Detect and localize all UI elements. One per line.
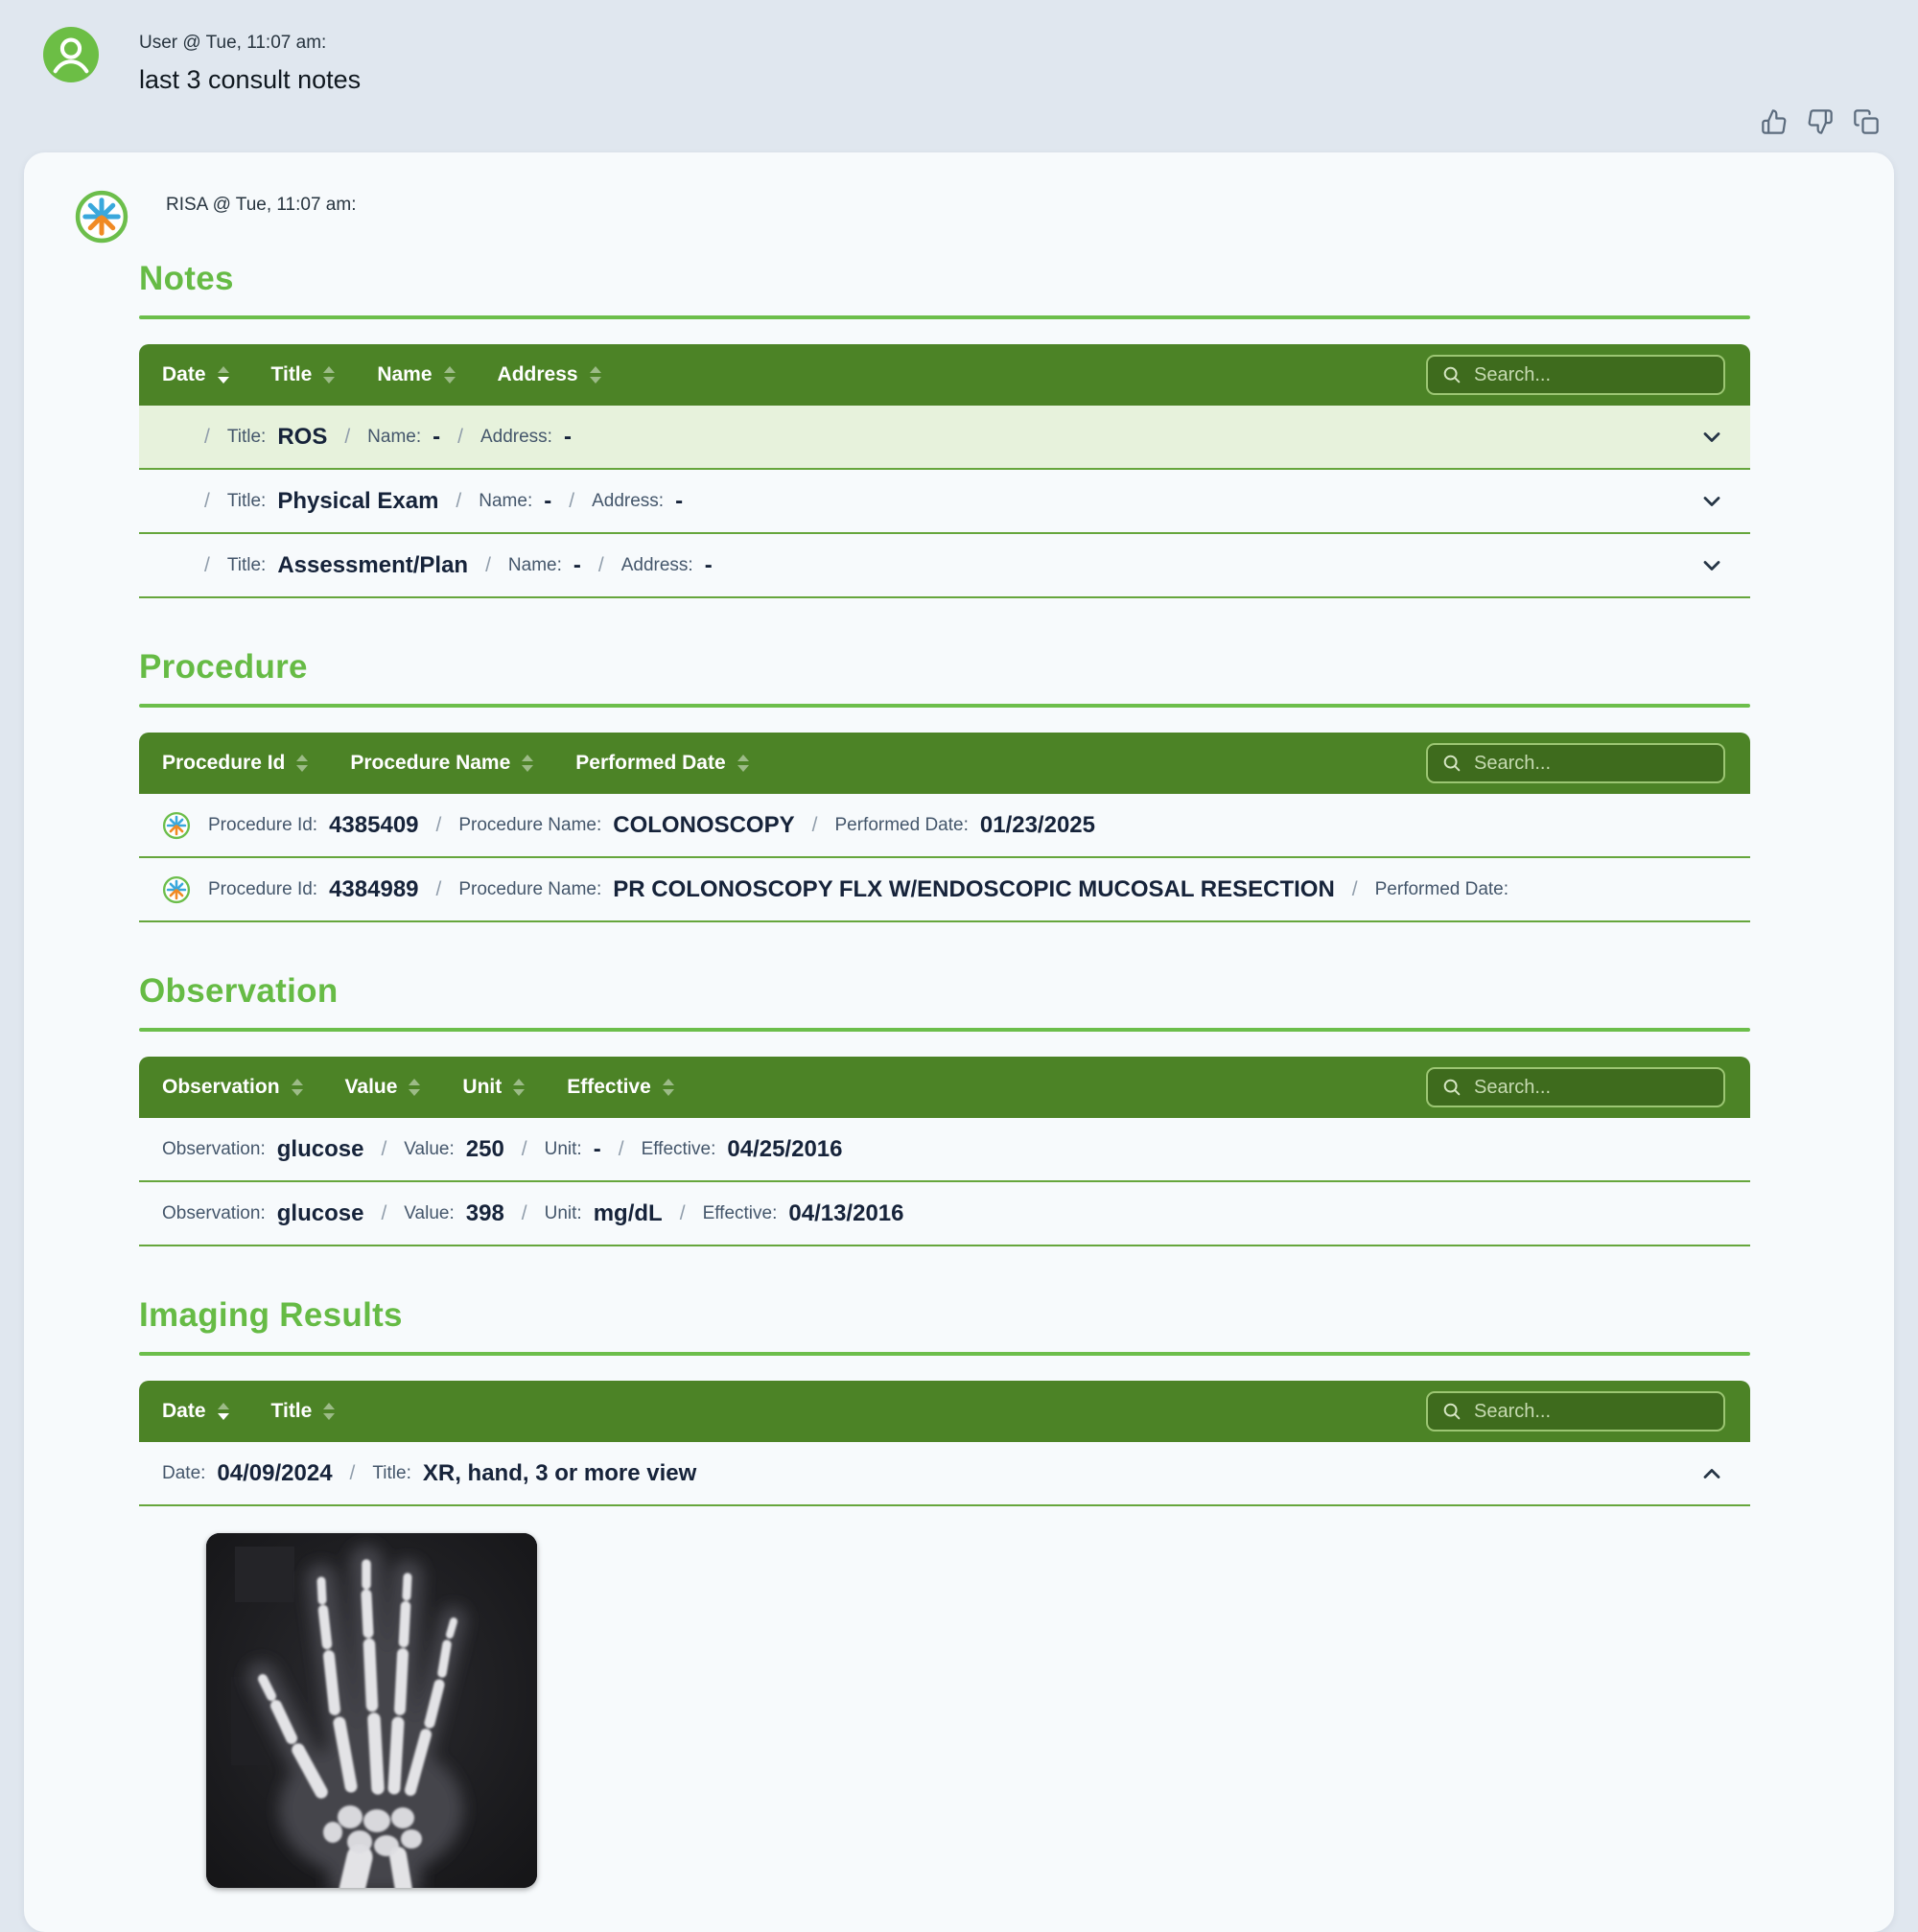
field-label: Observation: bbox=[162, 1202, 266, 1223]
field-label: Performed Date: bbox=[1374, 878, 1509, 899]
field-separator: / bbox=[521, 1201, 527, 1224]
field-separator: / bbox=[204, 489, 210, 512]
column-header-performed-date[interactable] bbox=[575, 752, 748, 775]
column-header-effective[interactable] bbox=[567, 1076, 674, 1099]
field-value: glucose bbox=[276, 1135, 364, 1162]
sort-up-icon bbox=[663, 1079, 674, 1085]
field-label: Date: bbox=[162, 1462, 206, 1483]
sort-down-icon bbox=[737, 765, 749, 772]
table-row[interactable] bbox=[139, 1442, 1750, 1506]
field-label: Effective: bbox=[641, 1138, 716, 1159]
column-label: Observation bbox=[162, 1076, 280, 1098]
field-value: - bbox=[544, 487, 552, 514]
section-underline bbox=[139, 1352, 1750, 1356]
column-label: Procedure Name bbox=[350, 752, 511, 774]
field-value: XR, hand, 3 or more view bbox=[422, 1459, 697, 1486]
field-value: 01/23/2025 bbox=[979, 811, 1095, 838]
search-box bbox=[1426, 743, 1725, 783]
column-label: Address bbox=[497, 363, 578, 385]
section-procedure bbox=[139, 648, 1750, 922]
table-header bbox=[139, 733, 1750, 794]
risa-logo-icon bbox=[162, 875, 191, 904]
field-separator: / bbox=[521, 1137, 527, 1160]
column-header-value[interactable] bbox=[345, 1076, 421, 1099]
table-row bbox=[139, 1118, 1750, 1182]
field-label: Name: bbox=[367, 426, 422, 447]
sort-arrows-icon bbox=[323, 1403, 335, 1420]
field-label: Title: bbox=[226, 490, 267, 511]
sort-up-icon bbox=[513, 1079, 525, 1085]
thumbs-up-icon[interactable] bbox=[1761, 108, 1788, 135]
sort-up-icon bbox=[737, 755, 749, 761]
column-label: Date bbox=[162, 363, 206, 385]
column-header-unit[interactable] bbox=[462, 1076, 525, 1099]
sort-arrows-icon bbox=[663, 1079, 674, 1096]
imaging-table bbox=[139, 1381, 1750, 1506]
field-value: - bbox=[675, 487, 684, 514]
section-underline bbox=[139, 704, 1750, 708]
table-row bbox=[139, 794, 1750, 858]
column-header-procedure-name[interactable] bbox=[350, 752, 533, 775]
table-header bbox=[139, 1381, 1750, 1442]
field-value: 4385409 bbox=[329, 811, 419, 838]
field-label: Address: bbox=[620, 554, 693, 575]
sort-up-icon bbox=[590, 366, 601, 373]
chevron-down-icon[interactable] bbox=[1698, 552, 1725, 579]
notes-table bbox=[139, 344, 1750, 598]
field-value: ROS bbox=[277, 423, 328, 450]
sort-up-icon bbox=[444, 366, 456, 373]
field-separator: / bbox=[679, 1201, 686, 1224]
section-title-observation: Observation bbox=[139, 972, 339, 1010]
column-label: Title bbox=[270, 363, 313, 385]
sort-down-icon bbox=[323, 377, 335, 384]
field-separator: / bbox=[435, 813, 442, 836]
sort-down-icon bbox=[296, 765, 308, 772]
field-separator: / bbox=[456, 489, 462, 512]
assistant-message-header bbox=[74, 189, 1750, 244]
hand-xray-image bbox=[206, 1533, 537, 1888]
user-message bbox=[0, 0, 1918, 95]
sort-up-icon bbox=[409, 1079, 420, 1085]
user-message-author: User @ Tue, 11:07 am: bbox=[139, 33, 327, 53]
sort-arrows-icon bbox=[444, 366, 456, 384]
search-box bbox=[1426, 1067, 1725, 1107]
chevron-down-icon[interactable] bbox=[1698, 424, 1725, 451]
search-input[interactable] bbox=[1474, 753, 1710, 775]
field-value: - bbox=[573, 551, 581, 578]
column-label: Value bbox=[344, 1076, 398, 1098]
field-value: 04/13/2016 bbox=[788, 1199, 904, 1226]
field-value: 04/09/2024 bbox=[217, 1459, 333, 1486]
section-imaging bbox=[139, 1296, 1750, 1888]
sort-down-icon bbox=[590, 377, 601, 384]
assistant-message-card bbox=[24, 152, 1894, 1932]
sort-arrows-icon bbox=[590, 366, 601, 384]
sort-up-icon bbox=[296, 755, 308, 761]
sort-down-icon bbox=[522, 765, 533, 772]
section-title-notes: Notes bbox=[139, 260, 234, 297]
search-icon bbox=[1441, 364, 1462, 385]
sort-up-icon bbox=[218, 366, 229, 373]
sort-down-icon bbox=[218, 377, 229, 384]
field-label: Value: bbox=[404, 1138, 455, 1159]
user-avatar bbox=[43, 27, 99, 82]
field-value: PR COLONOSCOPY FLX W/ENDOSCOPIC MUCOSAL RESECTION bbox=[613, 875, 1335, 902]
sort-arrows-icon bbox=[218, 1403, 229, 1420]
sort-down-icon bbox=[323, 1413, 335, 1420]
copy-icon[interactable] bbox=[1853, 108, 1880, 135]
field-separator: / bbox=[435, 877, 442, 900]
field-separator: / bbox=[457, 425, 463, 448]
sort-arrows-icon bbox=[513, 1079, 525, 1096]
column-header-date[interactable] bbox=[162, 1400, 229, 1423]
sort-arrows-icon bbox=[737, 755, 749, 772]
column-header-title[interactable] bbox=[271, 1400, 336, 1423]
table-header bbox=[139, 1057, 1750, 1118]
field-value: - bbox=[563, 423, 572, 450]
section-title-imaging: Imaging Results bbox=[139, 1296, 403, 1334]
field-value: - bbox=[433, 423, 441, 450]
sort-arrows-icon bbox=[218, 366, 229, 384]
sort-down-icon bbox=[444, 377, 456, 384]
field-label: Procedure Id: bbox=[208, 878, 318, 899]
field-separator: / bbox=[344, 425, 351, 448]
field-label: Procedure Name: bbox=[458, 814, 602, 835]
column-label: Performed Date bbox=[575, 752, 726, 774]
sort-up-icon bbox=[218, 1403, 229, 1409]
field-separator: / bbox=[597, 553, 604, 576]
field-separator: / bbox=[204, 425, 210, 448]
thumbs-down-icon[interactable] bbox=[1807, 108, 1834, 135]
field-label: Name: bbox=[479, 490, 533, 511]
sort-down-icon bbox=[409, 1089, 420, 1096]
table-row[interactable] bbox=[139, 534, 1750, 598]
message-actions bbox=[0, 108, 1918, 137]
field-label: Address: bbox=[592, 490, 665, 511]
column-label: Procedure Id bbox=[162, 752, 286, 774]
sort-arrows-icon bbox=[409, 1079, 420, 1096]
sort-arrows-icon bbox=[522, 755, 533, 772]
sort-down-icon bbox=[292, 1089, 303, 1096]
field-label: Value: bbox=[404, 1202, 455, 1223]
sort-up-icon bbox=[323, 1403, 335, 1409]
sort-down-icon bbox=[513, 1089, 525, 1096]
column-label: Unit bbox=[462, 1076, 503, 1098]
column-label: Effective bbox=[567, 1076, 651, 1098]
table-header bbox=[139, 344, 1750, 406]
sort-down-icon bbox=[218, 1413, 229, 1420]
search-box bbox=[1426, 1391, 1725, 1432]
assistant-message-author: RISA @ Tue, 11:07 am: bbox=[166, 195, 357, 215]
column-label: Name bbox=[377, 363, 433, 385]
chevron-down-icon[interactable] bbox=[1698, 488, 1725, 515]
field-value: - bbox=[704, 551, 713, 578]
field-separator: / bbox=[349, 1461, 356, 1484]
column-header-title[interactable] bbox=[271, 363, 336, 386]
search-input[interactable] bbox=[1474, 1077, 1710, 1099]
field-label: Name: bbox=[507, 554, 562, 575]
field-separator: / bbox=[381, 1137, 387, 1160]
field-value: - bbox=[593, 1135, 601, 1162]
field-value: COLONOSCOPY bbox=[613, 811, 795, 838]
table-row bbox=[139, 1182, 1750, 1246]
field-label: Procedure Id: bbox=[208, 814, 318, 835]
table-row[interactable] bbox=[139, 470, 1750, 534]
field-label: Unit: bbox=[544, 1138, 582, 1159]
field-separator: / bbox=[569, 489, 575, 512]
risa-logo-icon bbox=[162, 811, 191, 840]
sort-arrows-icon bbox=[323, 366, 335, 384]
field-value: Assessment/Plan bbox=[277, 551, 469, 578]
field-value: 398 bbox=[465, 1199, 504, 1226]
chevron-up-icon[interactable] bbox=[1698, 1460, 1725, 1487]
field-value: mg/dL bbox=[593, 1199, 663, 1226]
search-icon bbox=[1441, 1077, 1462, 1098]
field-label: Title: bbox=[226, 554, 267, 575]
section-underline bbox=[139, 1028, 1750, 1032]
column-header-name[interactable] bbox=[377, 363, 455, 386]
field-label: Title: bbox=[372, 1462, 411, 1483]
field-label: Title: bbox=[226, 426, 267, 447]
sort-down-icon bbox=[663, 1089, 674, 1096]
user-message-text: last 3 consult notes bbox=[139, 65, 362, 94]
sort-arrows-icon bbox=[296, 755, 308, 772]
column-header-address[interactable] bbox=[498, 363, 601, 386]
observation-table bbox=[139, 1057, 1750, 1246]
field-label: Unit: bbox=[544, 1202, 582, 1223]
field-value: glucose bbox=[276, 1199, 364, 1226]
search-box bbox=[1426, 355, 1725, 395]
column-label: Title bbox=[270, 1400, 313, 1422]
field-separator: / bbox=[204, 553, 210, 576]
procedure-table bbox=[139, 733, 1750, 922]
table-row bbox=[139, 858, 1750, 922]
sort-up-icon bbox=[292, 1079, 303, 1085]
field-separator: / bbox=[811, 813, 818, 836]
field-separator: / bbox=[1351, 877, 1358, 900]
field-label: Effective: bbox=[702, 1202, 778, 1223]
column-label: Date bbox=[162, 1400, 206, 1422]
section-title-procedure: Procedure bbox=[139, 648, 308, 686]
field-label: Performed Date: bbox=[834, 814, 969, 835]
search-input[interactable] bbox=[1474, 1401, 1710, 1423]
column-header-observation[interactable] bbox=[162, 1076, 303, 1099]
search-icon bbox=[1441, 1401, 1462, 1422]
sort-up-icon bbox=[323, 366, 335, 373]
field-label: Observation: bbox=[162, 1138, 266, 1159]
field-label: Procedure Name: bbox=[458, 878, 602, 899]
field-separator: / bbox=[381, 1201, 387, 1224]
search-input[interactable] bbox=[1474, 364, 1710, 386]
column-header-date[interactable] bbox=[162, 363, 229, 386]
table-row[interactable] bbox=[139, 406, 1750, 470]
field-separator: / bbox=[618, 1137, 624, 1160]
result-sections bbox=[139, 260, 1750, 1888]
field-value: 04/25/2016 bbox=[727, 1135, 843, 1162]
sort-up-icon bbox=[522, 755, 533, 761]
column-header-procedure-id[interactable] bbox=[162, 752, 308, 775]
section-underline bbox=[139, 315, 1750, 319]
search-icon bbox=[1441, 753, 1462, 774]
section-observation bbox=[139, 972, 1750, 1246]
field-value: Physical Exam bbox=[277, 487, 439, 514]
field-value: 4384989 bbox=[329, 875, 419, 902]
risa-logo-icon bbox=[74, 189, 129, 244]
field-label: Address: bbox=[480, 426, 552, 447]
section-notes bbox=[139, 260, 1750, 598]
sort-arrows-icon bbox=[292, 1079, 303, 1096]
field-separator: / bbox=[485, 553, 491, 576]
field-value: 250 bbox=[465, 1135, 504, 1162]
